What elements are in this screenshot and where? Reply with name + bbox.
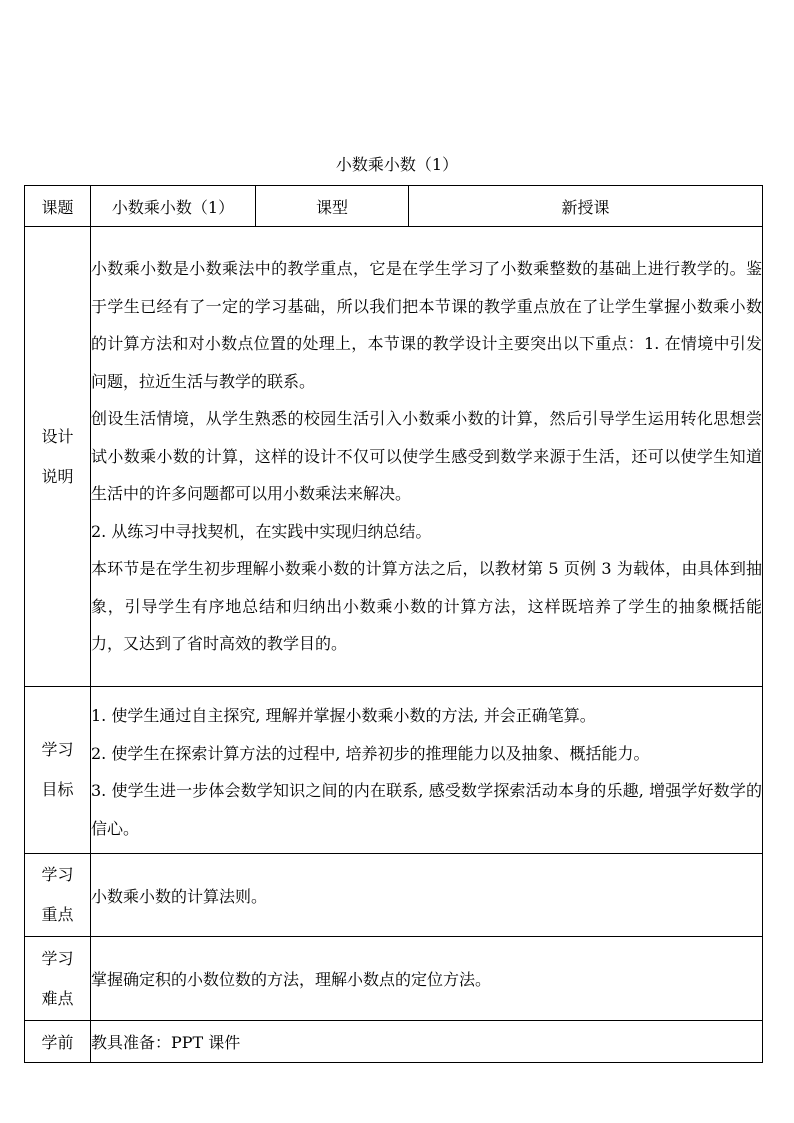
- goal-item: 3. 使学生进一步体会数学知识之间的内在联系, 感受数学探索活动本身的乐趣, 增强学好数学的信心。: [91, 781, 762, 838]
- design-label: [25, 227, 91, 687]
- goals-label-line2: 目标: [41, 780, 74, 799]
- design-label-line1: 设计: [41, 426, 74, 446]
- prep-row: [25, 1021, 763, 1063]
- topic-value: 小数乘小数（1）: [91, 186, 256, 227]
- difficulty-content: 掌握确定积的小数位数的方法，理解小数点的定位方法。: [91, 937, 763, 1021]
- key-point-label-line1: 学习: [41, 865, 74, 884]
- difficulty-label: [25, 937, 91, 1021]
- goal-item: 1. 使学生通过自主探究, 理解并掌握小数乘小数的方法, 并会正确笔算。: [91, 706, 596, 725]
- type-label: 课型: [256, 186, 409, 227]
- design-paragraph: 本环节是在学生初步理解小数乘小数的计算方法之后，以教材第 5 页例 3 为载体，由具体到抽象，引导学生有序地总结和归纳出小数乘小数的计算方法，这样既培养了学生的抽象概括能力，又达到了省时高效的教学目的。: [91, 559, 762, 654]
- lesson-plan-table: [24, 185, 763, 1063]
- difficulty-row: [25, 937, 763, 1021]
- key-point-label-line2: 重点: [41, 905, 74, 924]
- topic-label: 课题: [25, 186, 91, 227]
- key-point-label: [25, 854, 91, 937]
- key-point-row: [25, 854, 763, 937]
- design-row: [25, 227, 763, 687]
- difficulty-label-line2: 难点: [41, 988, 74, 1008]
- goals-row: [25, 687, 763, 854]
- design-paragraph: 2. 从练习中寻找契机，在实践中实现归纳总结。: [91, 521, 432, 541]
- key-point-content: 小数乘小数的计算法则。: [91, 854, 763, 937]
- type-value: 新授课: [409, 186, 763, 227]
- goals-label: [25, 687, 91, 854]
- goals-content: [91, 687, 763, 854]
- goals-label-line1: 学习: [41, 740, 74, 759]
- document-title: 小数乘小数（1）: [335, 155, 459, 174]
- design-paragraph: 小数乘小数是小数乘法中的教学重点，它是在学生学习了小数乘整数的基础上进行教学的。鉴于学生已经有了一定的学习基础，所以我们把本节课的教学重点放在了让学生掌握小数乘小数的计算方法和对小数点位置的处理上，本节课的教学设计主要突出以下重点：1. 在情境中引发问题，拉近生活与教学的联系。: [91, 259, 762, 391]
- design-content: [91, 227, 763, 687]
- design-paragraph: 创设生活情境，从学生熟悉的校园生活引入小数乘小数的计算，然后引导学生运用转化思想尝试小数乘小数的计算，这样的设计不仅可以使学生感受到数学来源于生活，还可以使学生知道生活中的许多问题都可以用小数乘法来解决。: [91, 409, 762, 504]
- design-label-line2: 说明: [41, 466, 74, 486]
- goal-item: 2. 使学生在探索计算方法的过程中, 培养初步的推理能力以及抽象、概括能力。: [91, 743, 650, 763]
- prep-label: 学前: [25, 1021, 91, 1063]
- prep-content: 教具准备：PPT 课件: [91, 1021, 763, 1063]
- header-row: [25, 186, 763, 227]
- difficulty-label-line1: 学习: [41, 948, 74, 968]
